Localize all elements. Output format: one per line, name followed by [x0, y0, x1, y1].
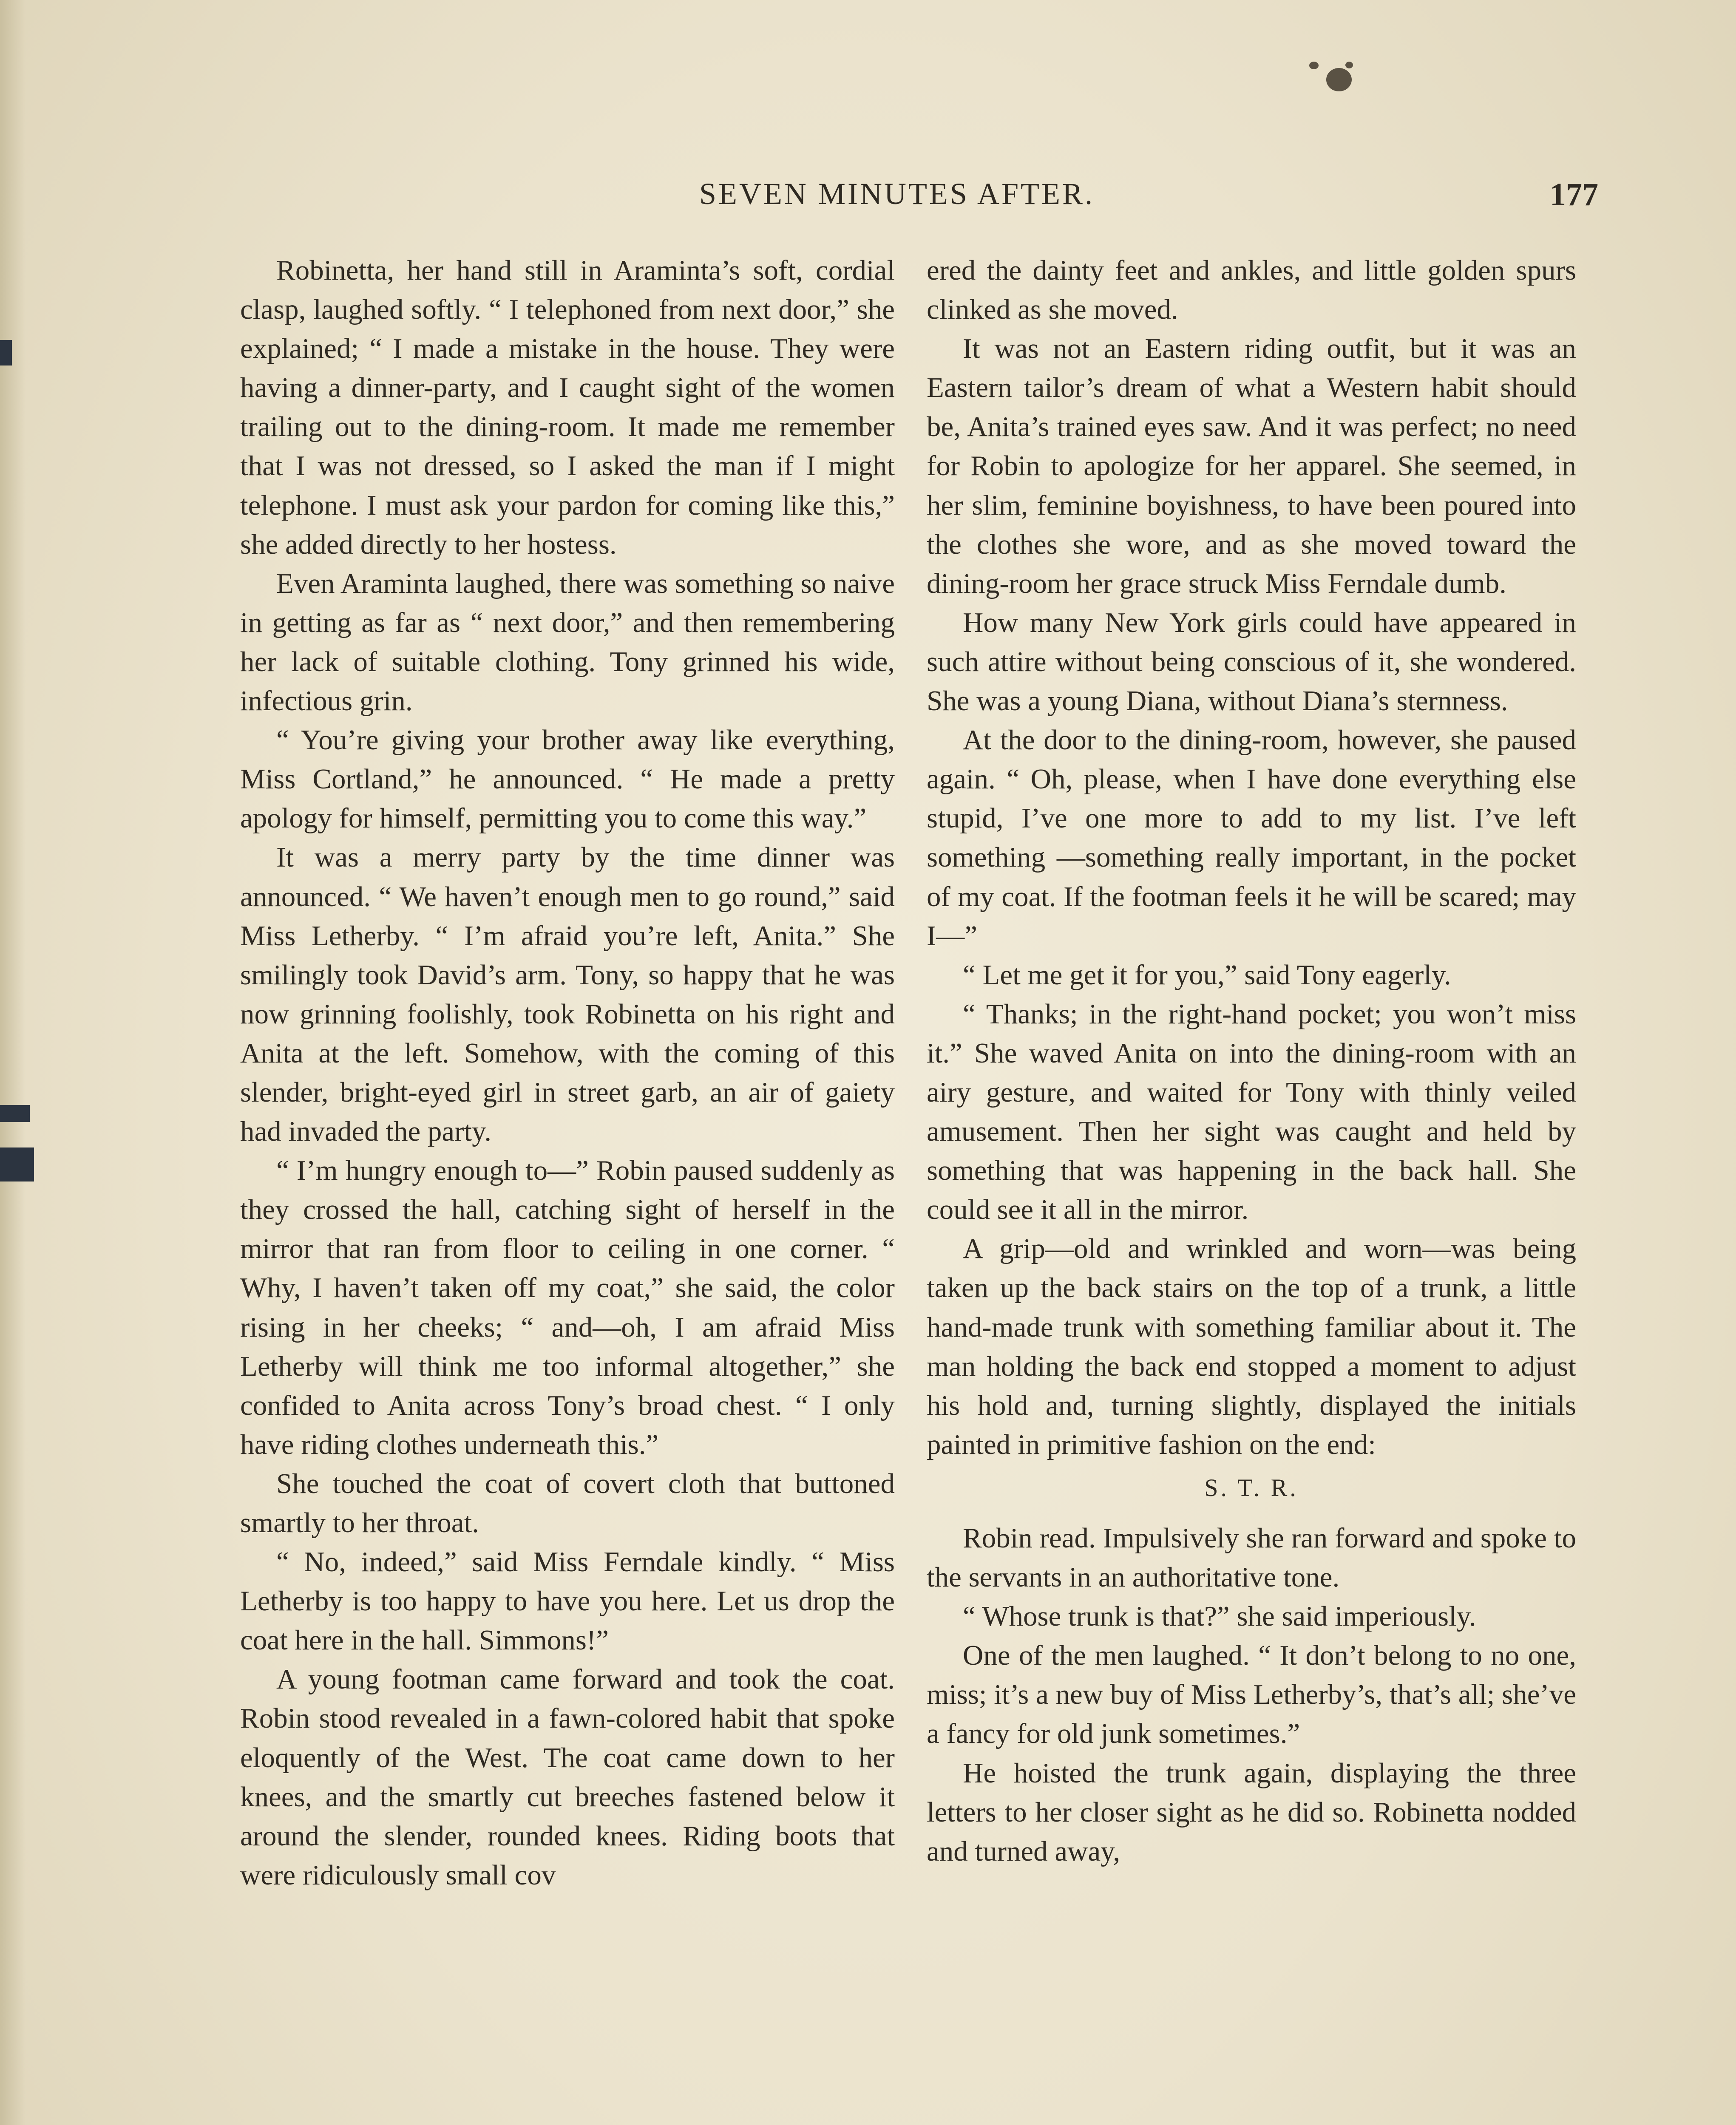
page-number: 177 [1550, 177, 1598, 212]
paragraph: “ No, indeed,” said Miss Ferndale kindly. “ Miss Letherby is too happy to have you here. Let us drop the coat here in the hall. Simmons!” [240, 1546, 895, 1656]
text-column-left [240, 251, 895, 1895]
trunk-initials: S. T. R. [1204, 1473, 1299, 1502]
paper-blemish [1345, 62, 1353, 68]
paragraph: He hoisted the trunk again, displaying the three letters to her closer sight as he did so. Robinetta nodded and turned away, [927, 1757, 1576, 1867]
paragraph: “ You’re giving your brother away like everything, Miss Cortland,” he announced. “ He made a pretty apology for himself, permitting you to come this way.” [240, 724, 895, 834]
paragraph: “ Whose trunk is that?” she said imperiously. [963, 1601, 1476, 1632]
paragraph: A grip—old and wrinkled and worn—was being taken up the back stairs on the top of a trunk, a little hand-made trunk with something familiar about it. The man holding the back end stopped a moment to adjust his hold and, turning slightly, displayed the initials painted in primitive fashion on the end: [927, 1233, 1576, 1460]
paper-blemish [1326, 68, 1352, 91]
paragraph: ered the dainty feet and ankles, and little golden spurs clinked as she moved. [927, 255, 1576, 326]
paragraph: “ Let me get it for you,” said Tony eagerly. [963, 959, 1451, 991]
paragraph: It was a merry party by the time dinner was announced. “ We haven’t enough men to go round,” said Miss Letherby. “ I’m afraid you’re left, Anita.” She smilingly took David’s arm. Tony, so happy that he was now grinning foolishly, took Robinetta on his right and Anita at the left. Somehow, with the coming of this slender, bright-eyed girl in street garb, an air of gaiety had invaded the party. [240, 842, 895, 1148]
page-edge-shadow [0, 0, 26, 2125]
paragraph: “ I’m hungry enough to—” Robin paused suddenly as they crossed the hall, catching sight of herself in the mirror that ran from floor to ceiling in one corner. “ Why, I haven’t taken off my coat,” she said, the color rising in her cheeks; “ and—oh, I am afraid Miss Letherby will think me too informal altogether,” she confided to Anita across Tony’s broad chest. “ I only have riding clothes underneath this.” [240, 1155, 895, 1460]
paragraph: A young footman came forward and took the coat. Robin stood revealed in a fawn-colored habit that spoke eloquently of the West. The coat came down to her knees, and the smartly cut breeches fastened below it around the slender, rounded knees. Riding boots that were ridiculously small cov [240, 1663, 895, 1891]
paragraph: At the door to the dining-room, however, she paused again. “ Oh, please, when I have done everything else stupid, I’ve one more to add to my list. I’ve left something —something really important, in the pocket of my coat. If the footman feels it he will be scared; may I—” [927, 724, 1576, 952]
running-header [238, 176, 1598, 223]
paragraph: “ Thanks; in the right-hand pocket; you won’t miss it.” She waved Anita on into the dining-room with an airy gesture, and waited for Tony with thinly veiled amusement. Then her sight was caught and held by something that was happening in the back hall. She could see it all in the mirror. [927, 998, 1576, 1226]
paragraph: One of the men laughed. “ It don’t belong to no one, miss; it’s a new buy of Miss Letherby’s, that’s all; she’ve a fancy for old junk sometimes.” [927, 1640, 1576, 1750]
paragraph: It was not an Eastern riding outfit, but it was an Eastern tailor’s dream of what a Western habit should be, Anita’s trained eyes saw. And it was perfect; no need for Robin to apologize for her apparel. She seemed, in her slim, feminine boyishness, to have been poured into the clothes she wore, and as she moved toward the dining-room her grace struck Miss Ferndale dumb. [927, 333, 1576, 599]
paragraph: Robin read. Impulsively she ran forward and spoke to the servants in an authoritative tone. [927, 1522, 1576, 1593]
paragraph: She touched the coat of covert cloth that buttoned smartly to her throat. [240, 1468, 895, 1538]
paper-blemish [1309, 62, 1319, 69]
paragraph: Robinetta, her hand still in Araminta’s soft, cordial clasp, laughed softly. “ I telephoned from next door,” she explained; “ I made a mistake in the house. They were having a dinner-party, and I caught sight of the women trailing out to the dining-room. It made me remember that I was not dressed, so I asked the man if I might telephone. I must ask your pardon for coming like this,” she added directly to her hostess. [240, 255, 895, 560]
binding-tape-mark [0, 340, 12, 366]
paragraph: Even Araminta laughed, there was something so naive in getting as far as “ next door,” and then remembering her lack of suitable clothing. Tony grinned his wide, infectious grin. [240, 567, 895, 717]
binding-tape-mark [0, 1148, 34, 1182]
paragraph: How many New York girls could have appeared in such attire without being conscious of it, she wondered. She was a young Diana, without Diana’s sternness. [927, 606, 1576, 717]
text-column-right [927, 251, 1576, 1871]
running-title: SEVEN MINUTES AFTER. [699, 177, 1095, 211]
binding-tape-mark [0, 1105, 30, 1122]
